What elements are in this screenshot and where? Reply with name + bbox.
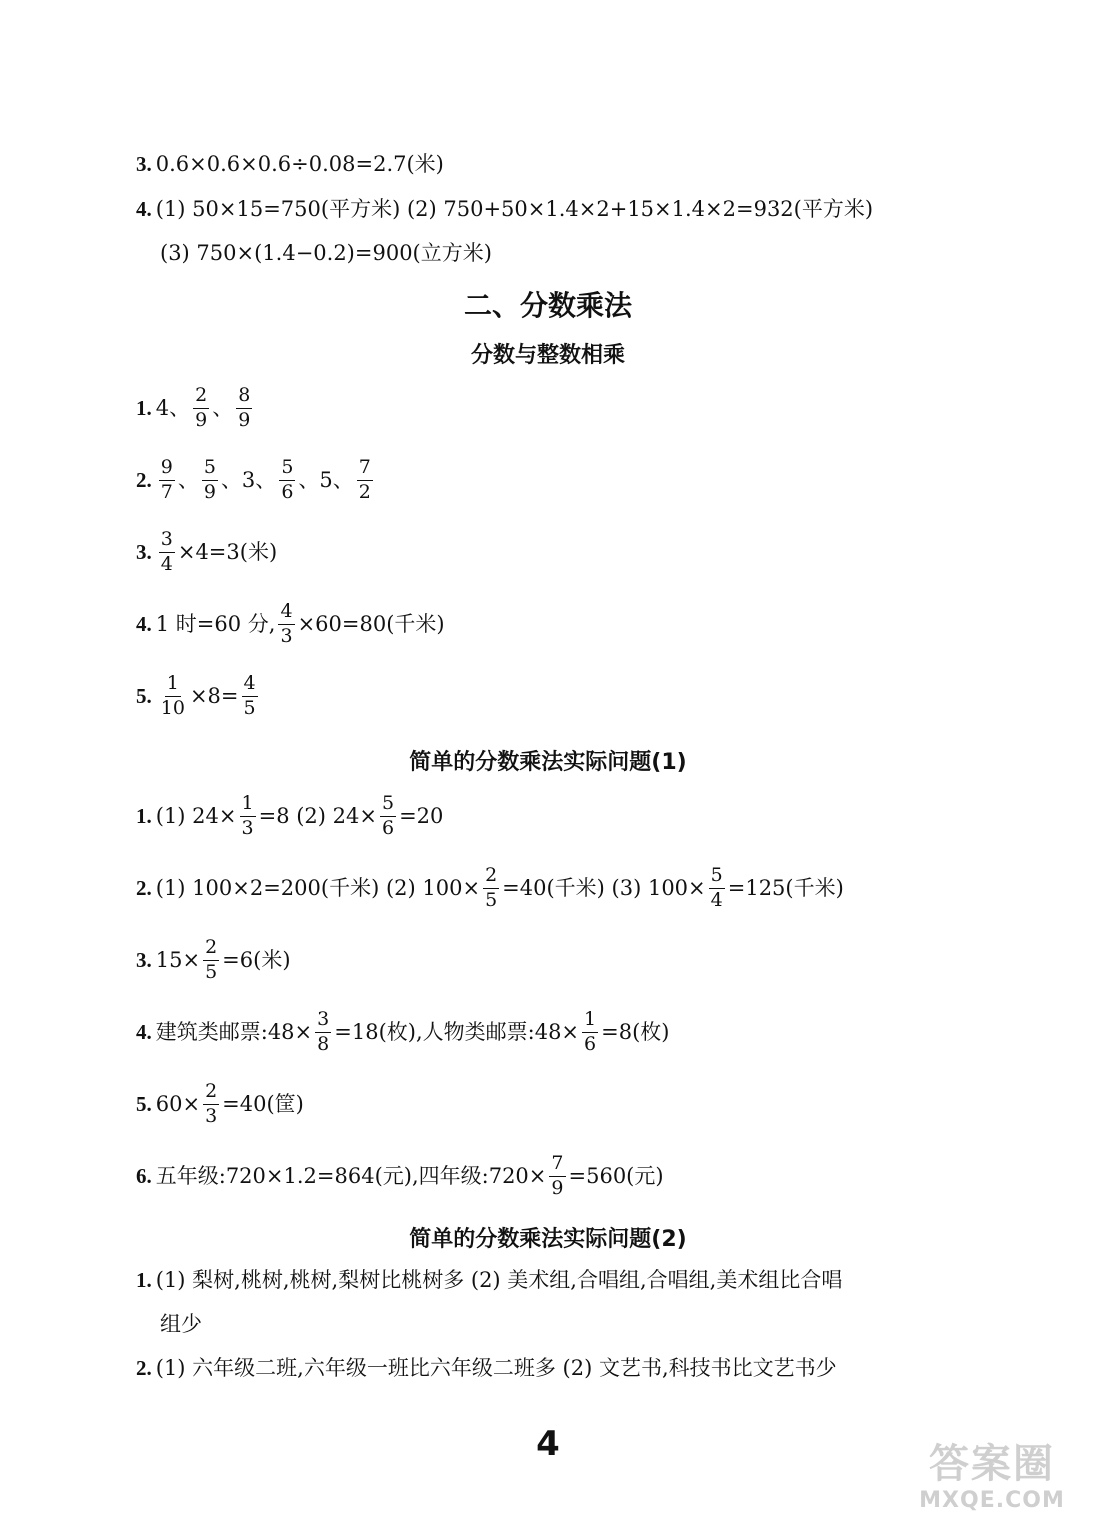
s1-q2 bbox=[136, 458, 376, 503]
fraction bbox=[483, 866, 499, 911]
item-number: 3. bbox=[136, 152, 152, 176]
denominator: 6 bbox=[381, 816, 395, 839]
answer-text: =20 bbox=[399, 803, 444, 828]
numerator: 1 bbox=[582, 1010, 598, 1033]
fraction bbox=[709, 866, 725, 911]
item-number: 4. bbox=[136, 611, 152, 636]
watermark-logo bbox=[902, 1440, 1082, 1530]
fraction bbox=[549, 1154, 565, 1199]
fraction bbox=[159, 674, 187, 719]
separator: 、5、 bbox=[298, 467, 354, 492]
answer-text: (1) 24× bbox=[155, 803, 237, 828]
s2-q3 bbox=[136, 938, 291, 983]
fraction bbox=[202, 458, 218, 503]
watermark-bottom: MXQE.COM bbox=[919, 1488, 1065, 1513]
denominator: 10 bbox=[160, 696, 185, 719]
s3-q1-cont bbox=[160, 1314, 202, 1335]
section-title: 简单的分数乘法实际问题(1) bbox=[409, 750, 687, 775]
numerator: 9 bbox=[159, 458, 175, 481]
answer-text: (1) 100×2=200(千米) (2) 100× bbox=[155, 875, 481, 900]
s1-q5 bbox=[136, 674, 261, 719]
numerator: 3 bbox=[315, 1010, 331, 1033]
answer-text: =8(枚) bbox=[601, 1019, 670, 1044]
numerator: 7 bbox=[549, 1154, 565, 1177]
section-title: 分数与整数相乘 bbox=[470, 343, 625, 368]
denominator: 7 bbox=[160, 480, 173, 503]
denominator: 6 bbox=[584, 1032, 597, 1055]
answer-text: (1) 梨树,桃树,桃树,梨树比桃树多 (2) 美术组,合唱组,合唱组,美术组比合唱 bbox=[155, 1268, 843, 1292]
answer-text: =8 (2) 24× bbox=[258, 803, 377, 828]
numerator: 3 bbox=[159, 530, 175, 553]
fraction bbox=[582, 1010, 598, 1055]
denominator: 6 bbox=[281, 480, 294, 503]
answer-text: =18(枚),人物类邮票:48× bbox=[334, 1019, 580, 1044]
answer-text: (1) 六年级二班,六年级一班比六年级二班多 (2) 文艺书,科技书比文艺书少 bbox=[155, 1356, 837, 1380]
s2-q4 bbox=[136, 1010, 669, 1055]
watermark-top: 答案圈 bbox=[929, 1441, 1055, 1487]
item-number: 1. bbox=[136, 395, 152, 420]
numerator: 7 bbox=[357, 458, 373, 481]
fraction bbox=[240, 794, 256, 839]
fraction bbox=[159, 458, 175, 503]
numerator: 4 bbox=[278, 602, 294, 625]
s3-q1 bbox=[136, 1270, 842, 1291]
denominator: 8 bbox=[317, 1032, 330, 1055]
fraction bbox=[278, 602, 294, 647]
fraction bbox=[357, 458, 373, 503]
numerator: 1 bbox=[240, 794, 256, 817]
answer-line-4-cont bbox=[160, 243, 492, 264]
answer-text: ×4=3(米) bbox=[177, 539, 278, 564]
numerator: 2 bbox=[483, 866, 499, 889]
fraction bbox=[203, 1082, 219, 1127]
denominator: 3 bbox=[205, 1104, 218, 1127]
answer-text: 五年级:720×1.2=864(元),四年级:720× bbox=[155, 1163, 547, 1188]
denominator: 2 bbox=[358, 480, 371, 503]
answer-text: (3) 750×(1.4−0.2)=900(立方米) bbox=[160, 241, 492, 265]
answer-text: 15× bbox=[155, 947, 201, 972]
answer-text: =560(元) bbox=[568, 1163, 664, 1188]
numerator: 5 bbox=[279, 458, 295, 481]
numerator: 4 bbox=[242, 674, 258, 697]
answer-text: ×60=80(千米) bbox=[297, 611, 445, 636]
denominator: 9 bbox=[238, 408, 251, 431]
s1-q1 bbox=[136, 386, 255, 431]
s2-q5 bbox=[136, 1082, 304, 1127]
answer-text: =6(米) bbox=[222, 947, 291, 972]
chapter-title: 二、分数乘法 bbox=[463, 289, 632, 322]
denominator: 4 bbox=[710, 888, 723, 911]
item-number: 5. bbox=[136, 1091, 152, 1116]
item-number: 4. bbox=[136, 197, 152, 221]
page-number: 4 bbox=[536, 1424, 560, 1464]
denominator: 9 bbox=[203, 480, 216, 503]
numerator: 2 bbox=[203, 938, 219, 961]
item-number: 4. bbox=[136, 1019, 152, 1044]
numerator: 1 bbox=[165, 674, 181, 697]
item-number: 6. bbox=[136, 1163, 152, 1188]
section-title: 简单的分数乘法实际问题(2) bbox=[409, 1227, 687, 1252]
item-number: 2. bbox=[136, 1356, 152, 1380]
separator: 、3、 bbox=[220, 467, 277, 492]
item-number: 2. bbox=[136, 875, 152, 900]
fraction bbox=[242, 674, 258, 719]
fraction bbox=[193, 386, 209, 431]
denominator: 3 bbox=[280, 624, 293, 647]
fraction bbox=[159, 530, 175, 575]
numerator: 8 bbox=[236, 386, 252, 409]
answer-text: 60× bbox=[155, 1091, 201, 1116]
denominator: 9 bbox=[551, 1176, 564, 1199]
item-number: 3. bbox=[136, 539, 152, 564]
answer-text: =40(筐) bbox=[222, 1091, 304, 1116]
answer-text: =40(千米) (3) 100× bbox=[502, 875, 706, 900]
fraction bbox=[315, 1010, 331, 1055]
numerator: 5 bbox=[709, 866, 725, 889]
numerator: 5 bbox=[202, 458, 218, 481]
item-number: 3. bbox=[136, 947, 152, 972]
denominator: 5 bbox=[243, 696, 256, 719]
separator: 、 bbox=[212, 395, 234, 420]
answer-text: 4、 bbox=[155, 395, 191, 420]
denominator: 4 bbox=[160, 552, 173, 575]
s2-q1 bbox=[136, 794, 443, 839]
denominator: 3 bbox=[241, 816, 254, 839]
item-number: 1. bbox=[136, 803, 152, 828]
answer-line-3 bbox=[136, 154, 444, 175]
item-number: 1. bbox=[136, 1268, 152, 1292]
answer-text: =125(千米) bbox=[727, 875, 844, 900]
fraction bbox=[380, 794, 396, 839]
denominator: 9 bbox=[195, 408, 208, 431]
answer-text: ×8= bbox=[189, 683, 239, 708]
answer-text: 0.6×0.6×0.6÷0.08=2.7(米) bbox=[155, 152, 444, 176]
s3-q2 bbox=[136, 1358, 837, 1379]
answer-text: (1) 50×15=750(平方米) (2) 750+50×1.4×2+15×1.4×2=932(平方米) bbox=[155, 197, 874, 221]
fraction bbox=[279, 458, 295, 503]
s2-q6 bbox=[136, 1154, 664, 1199]
item-number: 2. bbox=[136, 467, 152, 492]
denominator: 5 bbox=[485, 888, 498, 911]
numerator: 5 bbox=[380, 794, 396, 817]
fraction bbox=[236, 386, 252, 431]
item-number: 5. bbox=[136, 683, 152, 708]
s1-q3 bbox=[136, 530, 277, 575]
answer-text: 1 时=60 分, bbox=[155, 611, 276, 636]
answer-line-4 bbox=[136, 199, 873, 220]
separator: 、 bbox=[177, 467, 199, 492]
s1-q4 bbox=[136, 602, 445, 647]
numerator: 2 bbox=[193, 386, 209, 409]
fraction bbox=[203, 938, 219, 983]
numerator: 2 bbox=[203, 1082, 219, 1105]
answer-text: 组少 bbox=[160, 1312, 202, 1336]
s2-q2 bbox=[136, 866, 844, 911]
denominator: 5 bbox=[205, 960, 218, 983]
answer-text: 建筑类邮票:48× bbox=[155, 1019, 313, 1044]
